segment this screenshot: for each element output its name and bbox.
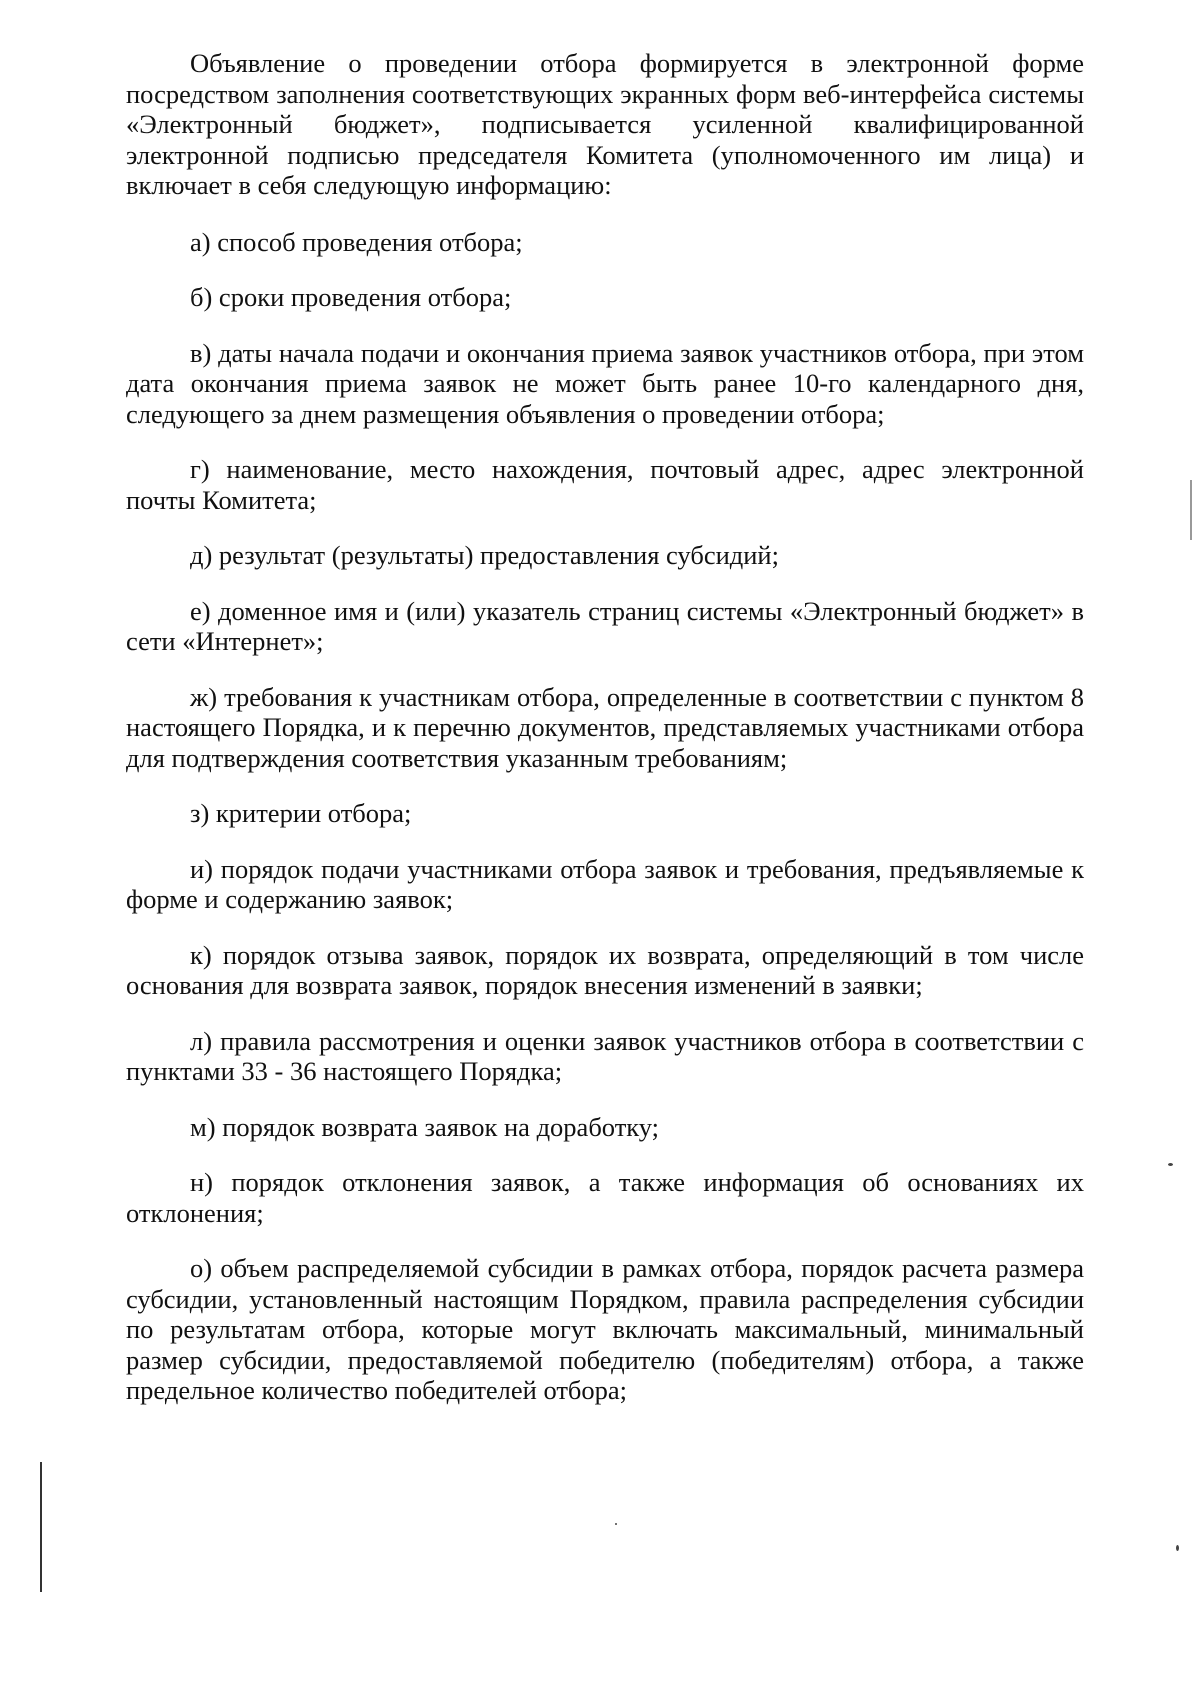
list-item-i: и) порядок подачи участниками отбора заявок и требования, предъявляемые к форме и содержанию заявок; [126, 853, 1084, 914]
list-item-n: н) порядок отклонения заявок, а также информация об основаниях их отклонения; [126, 1167, 1084, 1228]
list-item-m: м) порядок возврата заявок на доработку; [190, 1111, 660, 1142]
list-item-o: о) объем распределяемой субсидии в рамках отбора, порядок расчета размера субсидии, установленный настоящим Порядком, правила распределения субсидии по результатам отбора, которые могут включать максимальный, минимальный размер субсидии, предоставляемой победителю (победителям) отбора, а также предельное количество победителей отбора; [126, 1253, 1084, 1405]
scan-speck [615, 1523, 617, 1525]
list-item-d: д) результат (результаты) предоставления субсидий; [190, 540, 779, 570]
list-item-e: е) доменное имя и (или) указатель страниц системы «Электронный бюджет» в сети «Интернет»; [126, 595, 1084, 656]
list-item-l: л) правила рассмотрения и оценки заявок участников отбора в соответствии с пунктами 33 - 36 настоящего Порядка; [126, 1025, 1084, 1086]
intro-paragraph: Объявление о проведении отбора формируется в электронной форме посредством заполнения соответствующих экранных форм веб-интерфейса системы «Электронный бюджет», подписывается усиленной квалифицированной электронной подписью председателя Комитета (уполномоченного им лица) и включает в себя следующую информацию: [126, 48, 1084, 200]
list-item-k: к) порядок отзыва заявок, порядок их возврата, определяющий в том числе основания для возврата заявок, порядок внесения изменений в заявки; [126, 939, 1084, 1000]
list-item-z: з) критерии отбора; [190, 798, 412, 828]
list-item-zh: ж) требования к участникам отбора, определенные в соответствии с пунктом 8 настоящего Порядка, и к перечню документов, представляемых участниками отбора для подтверждения соответствия указанным требованиям; [126, 681, 1084, 773]
scan-margin-line [40, 1462, 42, 1592]
document-body [126, 48, 1084, 1431]
list-item-v: в) даты начала подачи и окончания приема заявок участников отбора, при этом дата окончания приема заявок не может быть ранее 10-го календарного дня, следующего за днем размещения объявления о проведении отбора; [126, 337, 1084, 429]
scan-speck [1176, 1545, 1179, 1551]
scan-edge-mark [1190, 480, 1192, 540]
scan-speck [1168, 1163, 1173, 1166]
list-item-g: г) наименование, место нахождения, почтовый адрес, адрес электронной почты Комитета; [126, 454, 1084, 515]
list-item-b: б) сроки проведения отбора; [190, 282, 512, 312]
list-item-a: а) способ проведения отбора; [190, 226, 523, 257]
